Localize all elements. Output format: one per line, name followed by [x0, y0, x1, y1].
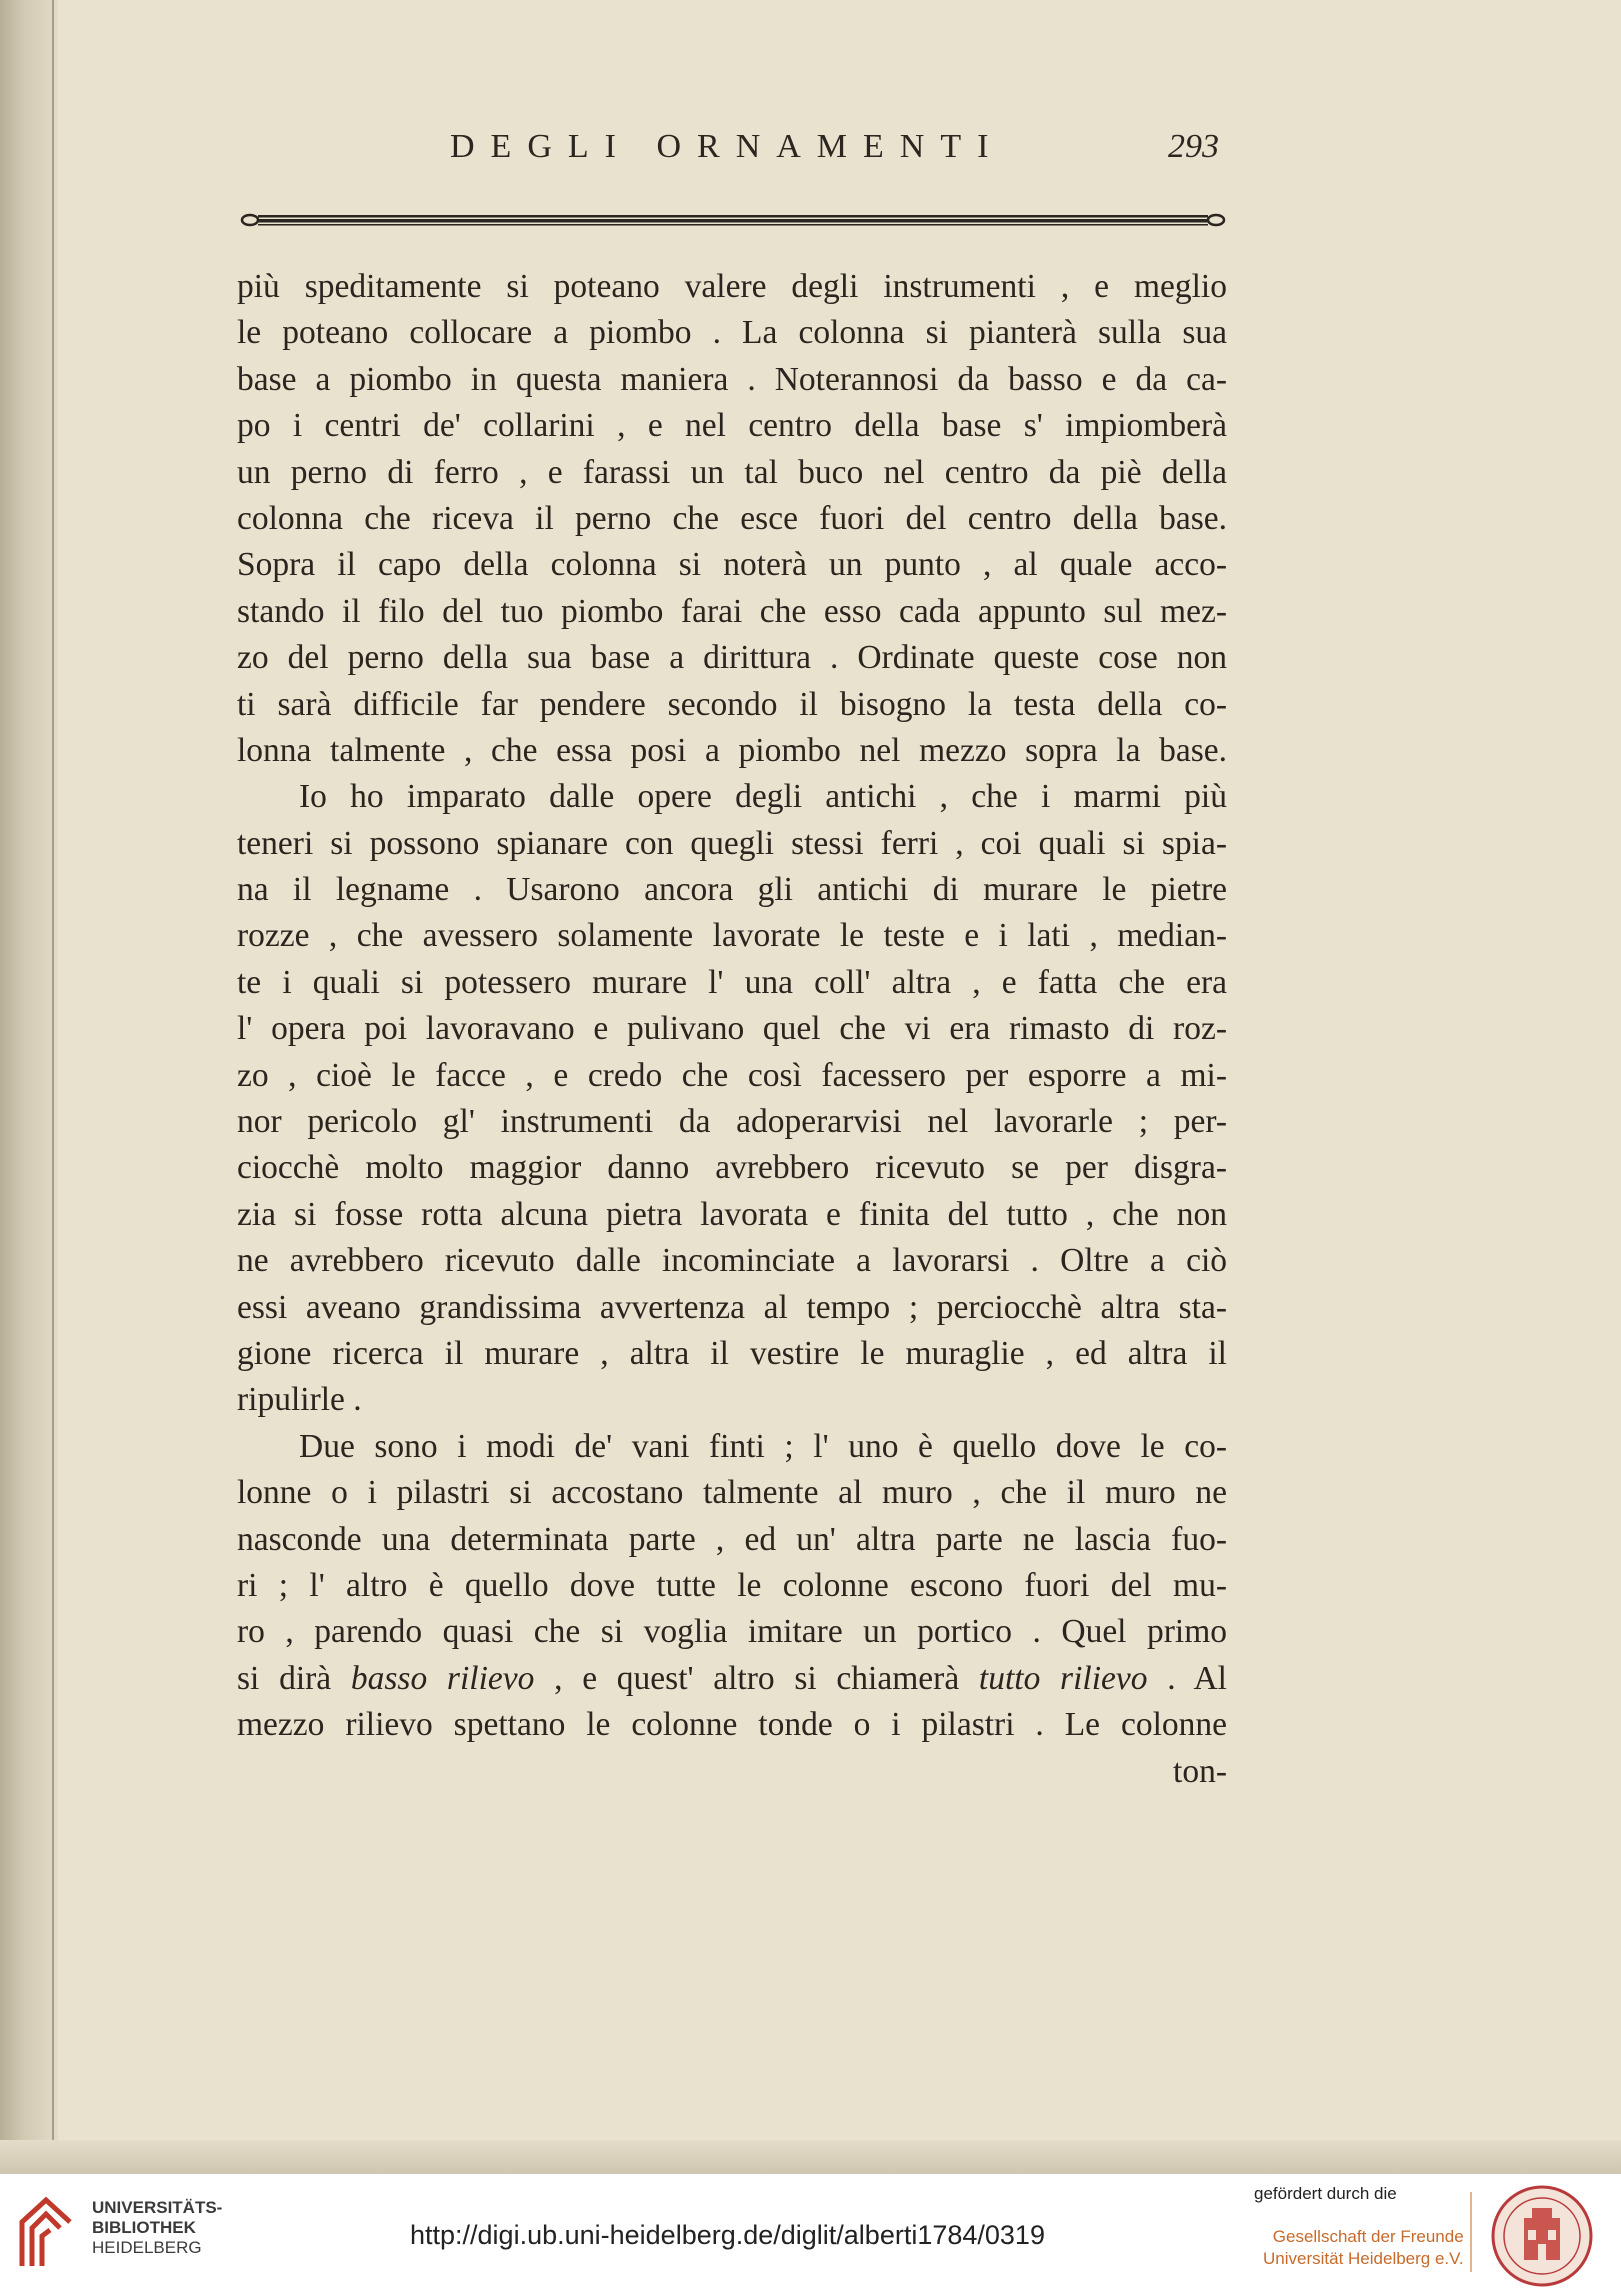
text-line: stando il filo del tuo piombo farai che esso cada appunto sul mez- [237, 592, 1227, 630]
text-line: rozze , che avessero solamente lavorate le teste e i lati , median- [237, 917, 1227, 955]
gutter-line [52, 0, 54, 2174]
text-line: ripulirle . [237, 1381, 362, 1419]
text-line: teneri si possono spianare con quegli stessi ferri , coi quali si spia- [237, 824, 1227, 862]
text-line: l' opera poi lavoravano e pulivano quel che vi era rimasto di roz- [237, 1010, 1227, 1048]
text-line: zo del perno della sua base a dirittura . Ordinate queste cose non [237, 639, 1227, 677]
text-line: na il legname . Usarono ancora gli antichi di murare le pietre [237, 871, 1227, 909]
text-line: gione ricerca il murare , altra il vestire le muraglie , ed altra il [237, 1334, 1227, 1372]
italic-text-line [237, 1656, 1227, 1702]
sponsor-line: Gesellschaft der Freunde [1272, 2227, 1464, 2246]
text-line: nor pericolo gl' instrumenti da adoperarvisi nel lavorarle ; per- [237, 1103, 1227, 1141]
italic-term: basso rilievo [350, 1659, 535, 1697]
permalink-url[interactable]: http://digi.ub.uni-heidelberg.de/diglit/alberti1784/0319 [410, 2220, 1045, 2250]
text-line: ciocchè molto maggior danno avrebbero ricevuto se per disgra- [237, 1149, 1227, 1187]
university-seal-icon [1490, 2184, 1594, 2288]
line-segment: , e quest' altro si chiamerà [534, 1659, 979, 1697]
catchword: ton- [1173, 1752, 1227, 1790]
text-line: te i quali si potessero murare l' una coll' altra , e fatta che era [237, 963, 1227, 1001]
funded-by-label: gefördert durch die [1254, 2184, 1397, 2203]
text-line: lonne o i pilastri si accostano talmente al muro , che il muro ne [237, 1474, 1227, 1512]
library-name [92, 2198, 222, 2258]
text-line: un perno di ferro , e farassi un tal buco nel centro da piè della [237, 453, 1227, 491]
sponsor-name[interactable] [1263, 2226, 1464, 2270]
text-line: base a piombo in questa maniera . Noterannosi da basso e da ca- [237, 360, 1227, 398]
footer-divider [1470, 2192, 1472, 2272]
ornamental-rule [240, 212, 1226, 228]
line-segment: si dirà [237, 1659, 351, 1697]
text-line: zo , cioè le facce , e credo che così facessero per esporre a mi- [237, 1056, 1227, 1094]
text-line: po i centri de' collarini , e nel centro della base s' impiomberà [237, 407, 1227, 445]
book-spine-shadow [0, 0, 58, 2174]
text-line: ti sarà difficile far pendere secondo il bisogno la testa della co- [237, 685, 1227, 723]
text-line: ro , parendo quasi che si voglia imitare un portico . Quel primo [237, 1613, 1227, 1651]
line-segment: . Al [1147, 1659, 1227, 1697]
text-line: essi aveano grandissima avvertenza al tempo ; perciocchè altra sta- [237, 1288, 1227, 1326]
text-line: colonna che riceva il perno che esce fuori del centro della base. [237, 499, 1227, 537]
text-line: Sopra il capo della colonna si noterà un punto , al quale acco- [237, 546, 1227, 584]
running-head: DEGLI ORNAMENTI [450, 128, 1005, 165]
text-line: Io ho imparato dalle opere degli antichi , che i marmi più [299, 778, 1227, 816]
digitization-footer [0, 2174, 1621, 2291]
text-line: le poteano collocare a piombo . La colonna si pianterà sulla sua [237, 314, 1227, 352]
text-line: zia si fosse rotta alcuna pietra lavorata e finita del tutto , che non [237, 1195, 1227, 1233]
library-name-line: HEIDELBERG [92, 2238, 202, 2257]
text-line: lonna talmente , che essa posi a piombo nel mezzo sopra la base. [237, 731, 1227, 769]
italic-term: tutto rilievo [978, 1659, 1148, 1697]
library-name-line: BIBLIOTHEK [92, 2218, 196, 2237]
library-name-line: UNIVERSITÄTS- [92, 2198, 223, 2217]
text-line: ne avrebbero ricevuto dalle incominciate a lavorarsi . Oltre a ciò [237, 1242, 1227, 1280]
text-line: ri ; l' altro è quello dove tutte le colonne escono fuori del mu- [237, 1566, 1227, 1604]
text-line: nasconde una determinata parte , ed un' altra parte ne lascia fuo- [237, 1520, 1227, 1558]
text-line: mezzo rilievo spettano le colonne tonde o i pilastri . Le colonne [237, 1706, 1227, 1744]
text-line: più speditamente si poteano valere degli instrumenti , e meglio [237, 268, 1227, 305]
body-text [237, 264, 1227, 1795]
page-number: 293 [1168, 128, 1219, 165]
library-logo-icon[interactable] [16, 2192, 76, 2270]
text-line: Due sono i modi de' vani finti ; l' uno è quello dove le co- [299, 1427, 1227, 1465]
sponsor-line: Universität Heidelberg e.V. [1263, 2249, 1464, 2268]
page-bottom-edge [0, 2140, 1621, 2174]
